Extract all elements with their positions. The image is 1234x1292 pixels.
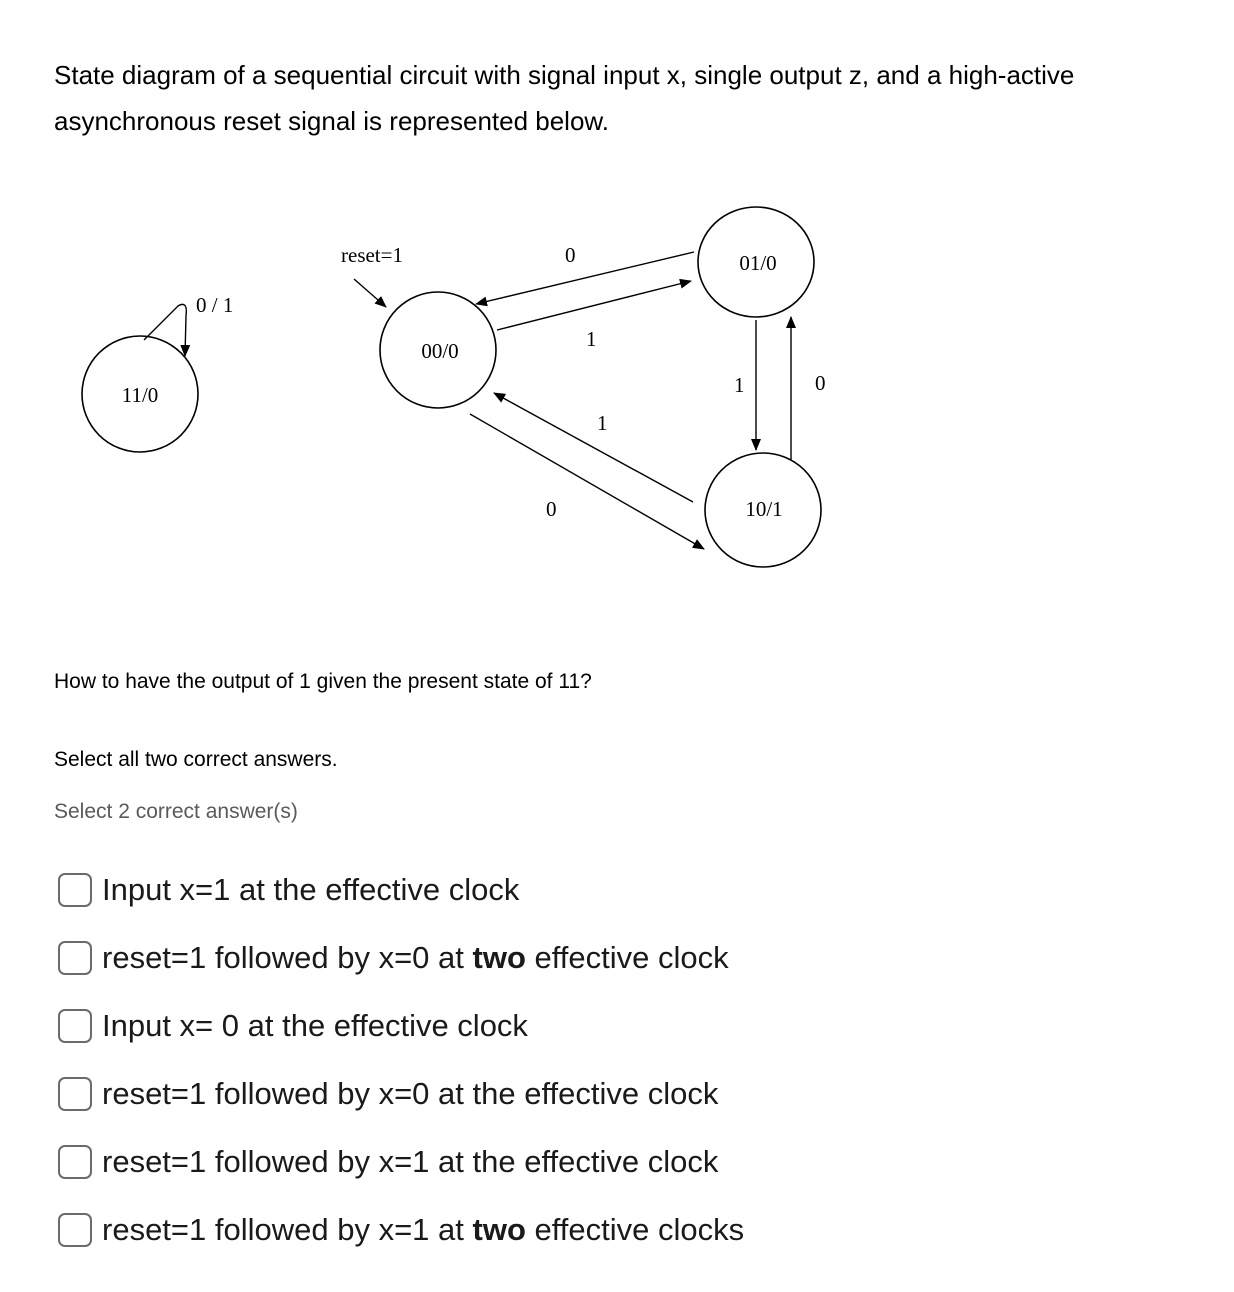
answer-option-label: reset=1 followed by x=0 at two effective clock [102,940,729,975]
edge-10-to-00-label: 1 [597,411,608,435]
self-loop-11-arrow [144,304,186,356]
answer-option-label: reset=1 followed by x=1 at two effective clocks [102,1212,745,1247]
reset-label: reset=1 [341,243,403,267]
state-00-label: 00/0 [421,339,459,363]
edge-10-to-01-label: 0 [815,371,826,395]
edge-01-to-00-label: 0 [565,243,576,267]
state-01-label: 01/0 [739,251,777,275]
answer-option[interactable] [58,1196,744,1264]
edge-01-to-00-arrow [476,252,694,304]
checkbox[interactable] [58,873,92,907]
edge-00-to-01-label: 1 [586,327,597,351]
answer-option-label: reset=1 followed by x=0 at the effective clock [102,1076,719,1111]
question-instruction: Select all two correct answers. [54,748,338,771]
answer-option[interactable] [58,1128,744,1196]
answer-options [58,856,744,1264]
answer-option[interactable] [58,924,744,992]
state-10-label: 10/1 [745,497,783,521]
checkbox[interactable] [58,1145,92,1179]
answer-option-label: Input x=1 at the effective clock [102,872,520,907]
state-11-label: 11/0 [121,383,159,407]
edge-00-to-10-label: 0 [546,497,557,521]
checkbox[interactable] [58,1009,92,1043]
checkbox[interactable] [58,1213,92,1247]
reset-arrow [354,279,386,307]
answer-option[interactable] [58,1060,744,1128]
self-loop-11-label: 0 / 1 [196,293,234,317]
answer-option-label: reset=1 followed by x=1 at the effective clock [102,1144,719,1179]
state-diagram [0,0,1234,640]
edge-00-to-01-arrow [497,281,691,330]
answer-option[interactable] [58,856,744,924]
question-prompt: How to have the output of 1 given the present state of 11? [54,670,592,693]
edge-01-to-10-label: 1 [734,373,745,397]
question-intro: State diagram of a sequential circuit with signal input x, single output z, and a high-active asynchronous reset signal is represented below. [54,60,1075,136]
answer-option-label: Input x= 0 at the effective clock [102,1008,528,1043]
answer-count-hint: Select 2 correct answer(s) [54,800,298,823]
answer-option[interactable] [58,992,744,1060]
checkbox[interactable] [58,1077,92,1111]
edge-00-to-10-arrow [470,414,704,549]
checkbox[interactable] [58,941,92,975]
